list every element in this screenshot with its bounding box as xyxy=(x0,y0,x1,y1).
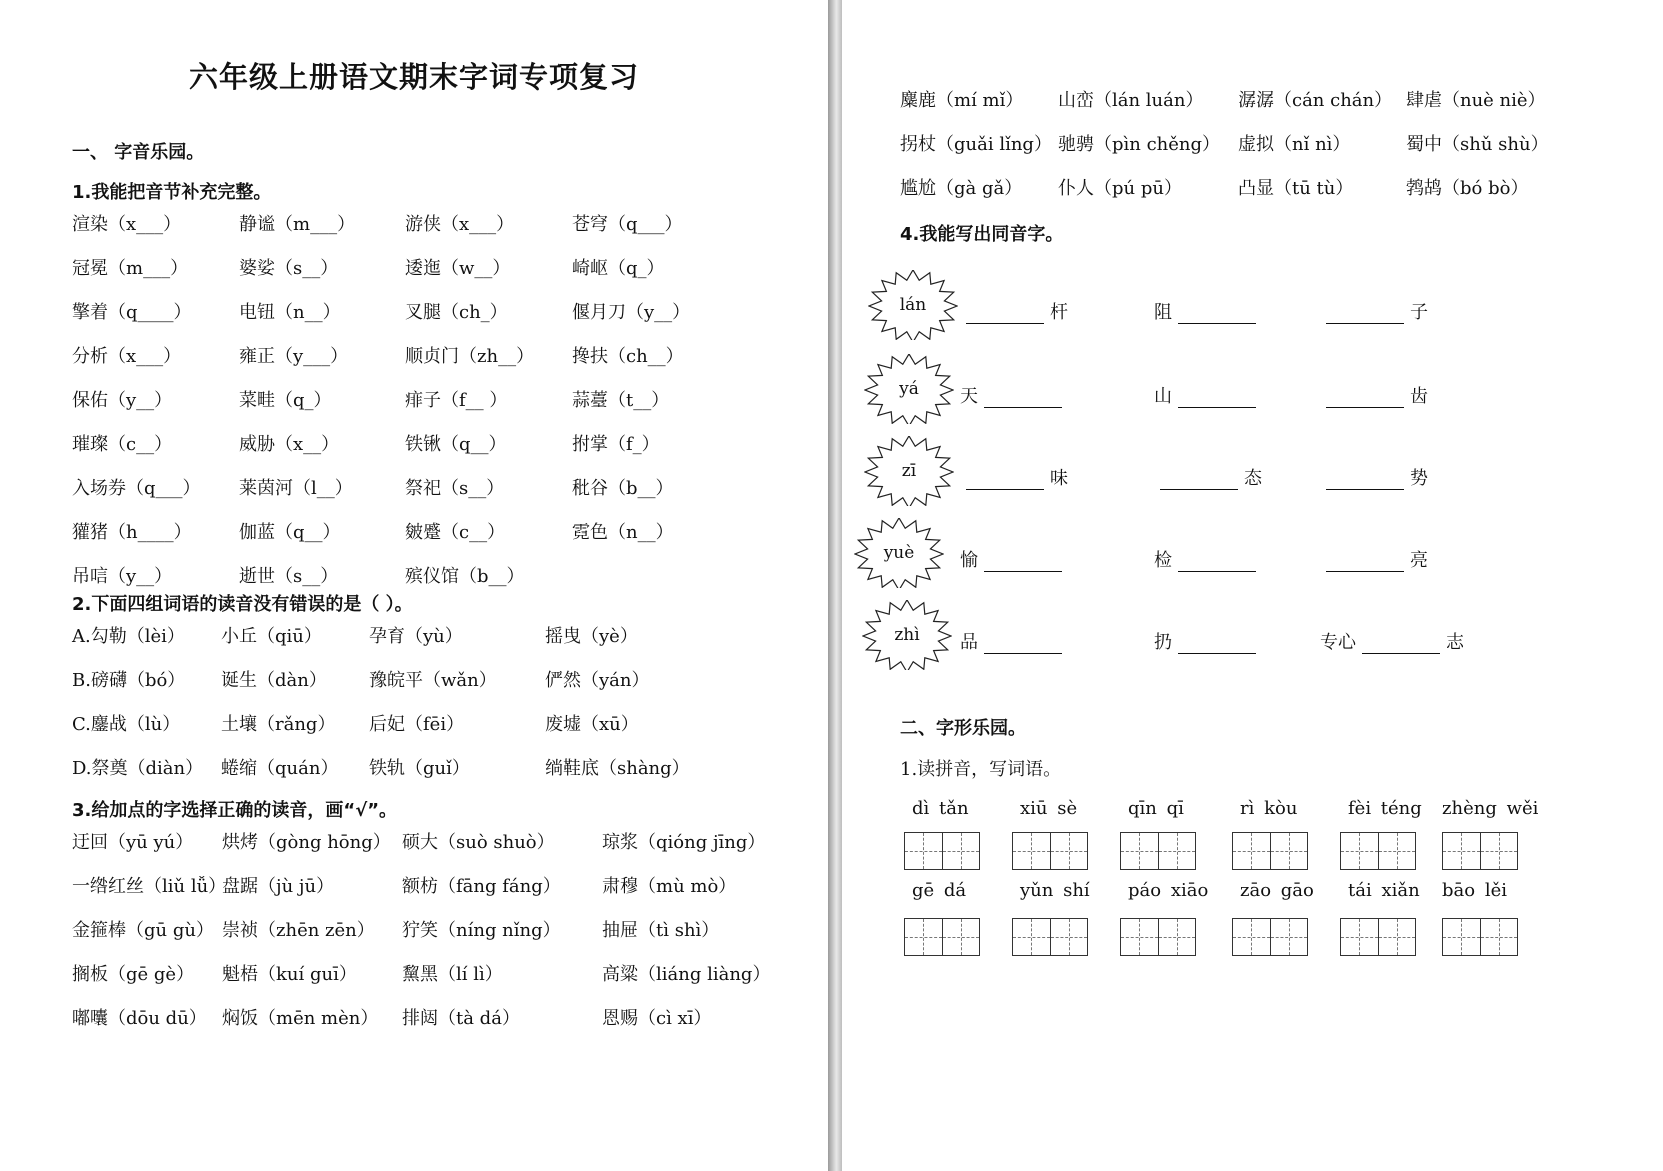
prefix-char: 扔 xyxy=(1154,632,1172,653)
page-title: 六年级上册语文期末字词专项复习 xyxy=(188,60,639,94)
pinyin-fill-item: 蒜薹（t__） xyxy=(572,390,670,411)
tian-box[interactable] xyxy=(1233,919,1271,955)
reading-option-item: 豫皖平（wǎn） xyxy=(369,670,497,691)
pinyin-fill-item: 顺贞门（zh__） xyxy=(405,346,535,367)
homophone-blank-item xyxy=(1154,298,1262,328)
pinyin-fill-item: 保佑（y__） xyxy=(72,390,173,411)
suffix-char: 子 xyxy=(1410,302,1428,323)
choose-reading-item: 潺潺（cán chán） xyxy=(1238,90,1393,111)
reading-option-item: C.鏖战（lù） xyxy=(72,714,181,735)
answer-blank[interactable] xyxy=(1326,303,1404,324)
pinyin-fill-item: 婆娑（s__） xyxy=(239,258,339,279)
choose-reading-item: 恩赐（cì xī） xyxy=(602,1008,712,1029)
choose-reading-item: 排闼（tà dá） xyxy=(402,1008,520,1029)
tian-grid-input[interactable] xyxy=(1340,832,1416,870)
homophone-blank-item xyxy=(1320,464,1428,494)
tian-grid-input[interactable] xyxy=(1340,918,1416,956)
syllable-starburst xyxy=(864,436,954,506)
tian-grid-input[interactable] xyxy=(1012,918,1088,956)
pinyin-prompt: dì tǎn xyxy=(912,798,969,819)
tian-box[interactable] xyxy=(943,919,980,955)
tian-grid-input[interactable] xyxy=(904,918,980,956)
pinyin-prompt: tái xiǎn xyxy=(1348,880,1420,901)
choose-reading-item: 额枋（fāng fáng） xyxy=(402,876,561,897)
tian-box[interactable] xyxy=(1379,919,1416,955)
homophone-blank-item xyxy=(1154,464,1262,494)
syllable-starburst xyxy=(864,354,954,424)
answer-blank[interactable] xyxy=(984,551,1062,572)
prefix-char: 山 xyxy=(1154,386,1172,407)
pinyin-fill-item: 伽蓝（q__） xyxy=(239,522,341,543)
syllable-label: yá xyxy=(899,379,919,399)
reading-option-item: 小丘（qiū） xyxy=(221,626,322,647)
syllable-starburst xyxy=(854,518,944,588)
homophone-blank-item xyxy=(1154,382,1262,412)
pinyin-fill-item: 痱子（f__ ） xyxy=(405,390,508,411)
tian-box[interactable] xyxy=(1159,833,1196,869)
choose-reading-item: 蜀中（shǔ shù） xyxy=(1406,134,1549,155)
prefix-char: 愉 xyxy=(960,550,978,571)
reading-option-item: 废墟（xū） xyxy=(545,714,639,735)
pinyin-fill-item: 入场券（q___） xyxy=(72,478,201,499)
reading-option-item: 诞生（dàn） xyxy=(221,670,327,691)
homophone-blank-item xyxy=(960,628,1068,658)
pinyin-prompt: fèi téng xyxy=(1348,798,1422,819)
tian-box[interactable] xyxy=(1341,919,1379,955)
pinyin-fill-item: 冠冕（m___） xyxy=(72,258,189,279)
homophone-blank-item xyxy=(1320,382,1428,412)
reading-option-item: 土壤（rǎng） xyxy=(221,714,336,735)
section2-heading: 二、字形乐园。 xyxy=(900,718,1026,739)
q3-grid-left xyxy=(72,828,782,1048)
tian-box[interactable] xyxy=(1271,919,1308,955)
choose-reading-item: 虚拟（nǐ nì） xyxy=(1238,134,1351,155)
choose-reading-item: 高粱（liáng liàng） xyxy=(602,964,771,985)
pinyin-fill-item: 獾猪（h____） xyxy=(72,522,192,543)
section1-heading: 一、 字音乐园。 xyxy=(72,142,205,163)
tian-grid-input[interactable] xyxy=(1232,832,1308,870)
answer-blank[interactable] xyxy=(1178,551,1256,572)
pinyin-prompt: páo xiāo xyxy=(1128,880,1209,901)
choose-reading-item: 鹁鸪（bó bò） xyxy=(1406,178,1529,199)
choose-reading-item: 焖饭（mēn mèn） xyxy=(222,1008,379,1029)
homophone-blank-item xyxy=(960,464,1068,494)
tian-box[interactable] xyxy=(1013,919,1051,955)
q3-grid-right xyxy=(900,86,1566,218)
tian-box[interactable] xyxy=(1443,919,1481,955)
q2-grid xyxy=(72,622,725,798)
pinyin-fill-item: 璀璨（c__） xyxy=(72,434,173,455)
pinyin-prompt: yǔn shí xyxy=(1020,880,1090,901)
suffix-char: 亮 xyxy=(1410,550,1428,571)
answer-blank[interactable] xyxy=(984,387,1062,408)
tian-grid-input[interactable] xyxy=(1442,918,1518,956)
syllable-label: zī xyxy=(901,461,917,481)
answer-blank[interactable] xyxy=(1178,633,1256,654)
answer-blank[interactable] xyxy=(1178,303,1256,324)
tian-box[interactable] xyxy=(943,833,980,869)
choose-reading-item: 盘踞（jù jū） xyxy=(222,876,335,897)
left-page xyxy=(0,0,828,1171)
pinyin-fill-item: 菜畦（q_） xyxy=(239,390,332,411)
syllable-label: yuè xyxy=(883,543,915,563)
tian-box[interactable] xyxy=(1379,833,1416,869)
tian-box[interactable] xyxy=(1051,919,1088,955)
choose-reading-item: 一绺红丝（liǔ lǚ） xyxy=(72,876,227,897)
pinyin-fill-item: 擎着（q____） xyxy=(72,302,192,323)
homophone-blank-item xyxy=(1320,298,1428,328)
pinyin-fill-item: 叉腿（ch_） xyxy=(405,302,508,323)
pinyin-fill-item: 渲染（x___） xyxy=(72,214,182,235)
syllable-label: zhì xyxy=(894,625,920,645)
syllable-starburst xyxy=(868,270,958,340)
tian-grid-input[interactable] xyxy=(1442,832,1518,870)
homophone-blank-item xyxy=(960,546,1068,576)
choose-reading-item: 狞笑（níng nǐng） xyxy=(402,920,561,941)
pinyin-fill-item: 祭祀（s__） xyxy=(405,478,505,499)
pinyin-prompt: zhèng wěi xyxy=(1442,798,1539,819)
tian-grid-input[interactable] xyxy=(1120,832,1196,870)
choose-reading-item: 山峦（lán luán） xyxy=(1058,90,1204,111)
syllable-label: lán xyxy=(899,295,927,315)
pinyin-fill-item: 游侠（x___） xyxy=(405,214,515,235)
pinyin-fill-item: 电钮（n__） xyxy=(239,302,341,323)
pinyin-fill-item: 逝世（s__） xyxy=(239,566,339,587)
suffix-char: 态 xyxy=(1244,468,1262,489)
homophone-blank-item xyxy=(1154,628,1262,658)
pinyin-fill-item: 殡仪馆（b__） xyxy=(405,566,525,587)
pinyin-fill-item: 搀扶（ch__） xyxy=(572,346,684,367)
pinyin-fill-item: 分析（x___） xyxy=(72,346,182,367)
pinyin-fill-item: 铁锹（q__） xyxy=(405,434,507,455)
answer-blank[interactable] xyxy=(1178,387,1256,408)
tian-box[interactable] xyxy=(1159,919,1196,955)
tian-grid-input[interactable] xyxy=(904,832,980,870)
reading-option-item: 摇曳（yè） xyxy=(545,626,638,647)
q1-grid xyxy=(72,210,732,606)
answer-blank[interactable] xyxy=(966,303,1044,324)
suffix-char: 势 xyxy=(1410,468,1428,489)
prefix-char: 检 xyxy=(1154,550,1172,571)
pinyin-fill-item: 苍穹（q___） xyxy=(572,214,683,235)
tian-grid-input[interactable] xyxy=(1232,918,1308,956)
answer-blank[interactable] xyxy=(984,633,1062,654)
answer-blank[interactable] xyxy=(1326,469,1404,490)
pinyin-fill-item: 皴蹙（c__） xyxy=(405,522,506,543)
pinyin-fill-item: 威胁（x__） xyxy=(239,434,340,455)
reading-option-item: A.勾勒（lèi） xyxy=(72,626,185,647)
prefix-char: 阻 xyxy=(1154,302,1172,323)
tian-box[interactable] xyxy=(1051,833,1088,869)
reading-option-item: 绱鞋底（shàng） xyxy=(545,758,690,779)
pinyin-prompt: bāo lěi xyxy=(1442,880,1507,901)
tian-box[interactable] xyxy=(1233,833,1271,869)
choose-reading-item: 肆虐（nuè niè） xyxy=(1406,90,1546,111)
pinyin-prompt: xiū sè xyxy=(1020,798,1078,819)
homophone-blank-item xyxy=(1320,628,1464,658)
tian-box[interactable] xyxy=(1121,919,1159,955)
q4-heading: 4.我能写出同音字。 xyxy=(900,224,1064,245)
s2-q1-heading: 1.读拼音，写词语。 xyxy=(900,759,1062,780)
answer-blank[interactable] xyxy=(1160,469,1238,490)
tian-box[interactable] xyxy=(1481,919,1518,955)
suffix-char: 杆 xyxy=(1050,302,1068,323)
choose-reading-item: 黧黑（lí lì） xyxy=(402,964,503,985)
tian-box[interactable] xyxy=(905,919,943,955)
homophone-blank-item xyxy=(960,298,1068,328)
pinyin-fill-item: 拊掌（f_） xyxy=(572,434,660,455)
pinyin-prompt: zāo gāo xyxy=(1240,880,1314,901)
q2-heading: 2.下面四组词语的读音没有错误的是（ ）。 xyxy=(72,594,413,615)
homophone-blank-item xyxy=(1154,546,1262,576)
answer-blank[interactable] xyxy=(1326,387,1404,408)
tian-box[interactable] xyxy=(1341,833,1379,869)
choose-reading-item: 驰骋（pìn chěng） xyxy=(1058,134,1221,155)
tian-grid-input[interactable] xyxy=(1120,918,1196,956)
tian-grid-input[interactable] xyxy=(1012,832,1088,870)
pinyin-fill-item: 雍正（y___） xyxy=(239,346,349,367)
page-gutter xyxy=(828,0,842,1171)
answer-blank[interactable] xyxy=(1362,633,1440,654)
choose-reading-item: 拐杖（guǎi lǐng） xyxy=(900,134,1052,155)
choose-reading-item: 尴尬（gà gǎ） xyxy=(900,178,1023,199)
answer-blank[interactable] xyxy=(1326,551,1404,572)
choose-reading-item: 凸显（tū tù） xyxy=(1238,178,1354,199)
reading-option-item: 后妃（fēi） xyxy=(369,714,465,735)
q3-heading: 3.给加点的字选择正确的读音，画“√”。 xyxy=(72,800,398,821)
pinyin-fill-item: 霓色（n__） xyxy=(572,522,674,543)
right-page xyxy=(842,0,1663,1171)
suffix-char: 味 xyxy=(1050,468,1068,489)
pinyin-fill-item: 逶迤（w__） xyxy=(405,258,511,279)
choose-reading-item: 金箍棒（gū gù） xyxy=(72,920,214,941)
pinyin-prompt: qīn qī xyxy=(1128,798,1184,819)
tian-box[interactable] xyxy=(1271,833,1308,869)
prefix-char: 专心 xyxy=(1320,632,1356,653)
choose-reading-item: 搁板（gē gè） xyxy=(72,964,195,985)
homophone-blank-item xyxy=(960,382,1068,412)
reading-option-item: 蜷缩（quán） xyxy=(221,758,339,779)
reading-option-item: 孕育（yù） xyxy=(369,626,463,647)
suffix-char: 齿 xyxy=(1410,386,1428,407)
choose-reading-item: 肃穆（mù mò） xyxy=(602,876,737,897)
pinyin-fill-item: 吊唁（y__） xyxy=(72,566,173,587)
choose-reading-item: 麋鹿（mí mǐ） xyxy=(900,90,1024,111)
choose-reading-item: 嘟囔（dōu dū） xyxy=(72,1008,207,1029)
syllable-starburst xyxy=(862,600,952,670)
tian-box[interactable] xyxy=(1481,833,1518,869)
pinyin-prompt: rì kòu xyxy=(1240,798,1298,819)
reading-option-item: D.祭奠（diàn） xyxy=(72,758,204,779)
reading-option-item: B.磅礴（bó） xyxy=(72,670,186,691)
choose-reading-item: 崇祯（zhēn zēn） xyxy=(222,920,375,941)
pinyin-fill-item: 秕谷（b__） xyxy=(572,478,674,499)
tian-box[interactable] xyxy=(1013,833,1051,869)
choose-reading-item: 琼浆（qióng jīng） xyxy=(602,832,766,853)
prefix-char: 天 xyxy=(960,386,978,407)
choose-reading-item: 抽屉（tì shì） xyxy=(602,920,720,941)
answer-blank[interactable] xyxy=(966,469,1044,490)
reading-option-item: 俨然（yán） xyxy=(545,670,650,691)
prefix-char: 品 xyxy=(960,632,978,653)
tian-box[interactable] xyxy=(1121,833,1159,869)
pinyin-prompt: gē dá xyxy=(912,880,967,901)
choose-reading-item: 迂回（yū yú） xyxy=(72,832,194,853)
q1-heading: 1.我能把音节补充完整。 xyxy=(72,182,272,203)
choose-reading-item: 硕大（suò shuò） xyxy=(402,832,555,853)
pinyin-fill-item: 偃月刀（y__） xyxy=(572,302,691,323)
reading-option-item: 铁轨（guǐ） xyxy=(369,758,470,779)
pinyin-fill-item: 崎岖（q_） xyxy=(572,258,665,279)
tian-box[interactable] xyxy=(905,833,943,869)
choose-reading-item: 烘烤（gòng hōng） xyxy=(222,832,391,853)
pinyin-fill-item: 莱茵河（l__） xyxy=(239,478,353,499)
tian-box[interactable] xyxy=(1443,833,1481,869)
suffix-char: 志 xyxy=(1446,632,1464,653)
pinyin-fill-item: 静谧（m___） xyxy=(239,214,356,235)
choose-reading-item: 魁梧（kuí guī） xyxy=(222,964,357,985)
homophone-blank-item xyxy=(1320,546,1428,576)
choose-reading-item: 仆人（pú pū） xyxy=(1058,178,1182,199)
